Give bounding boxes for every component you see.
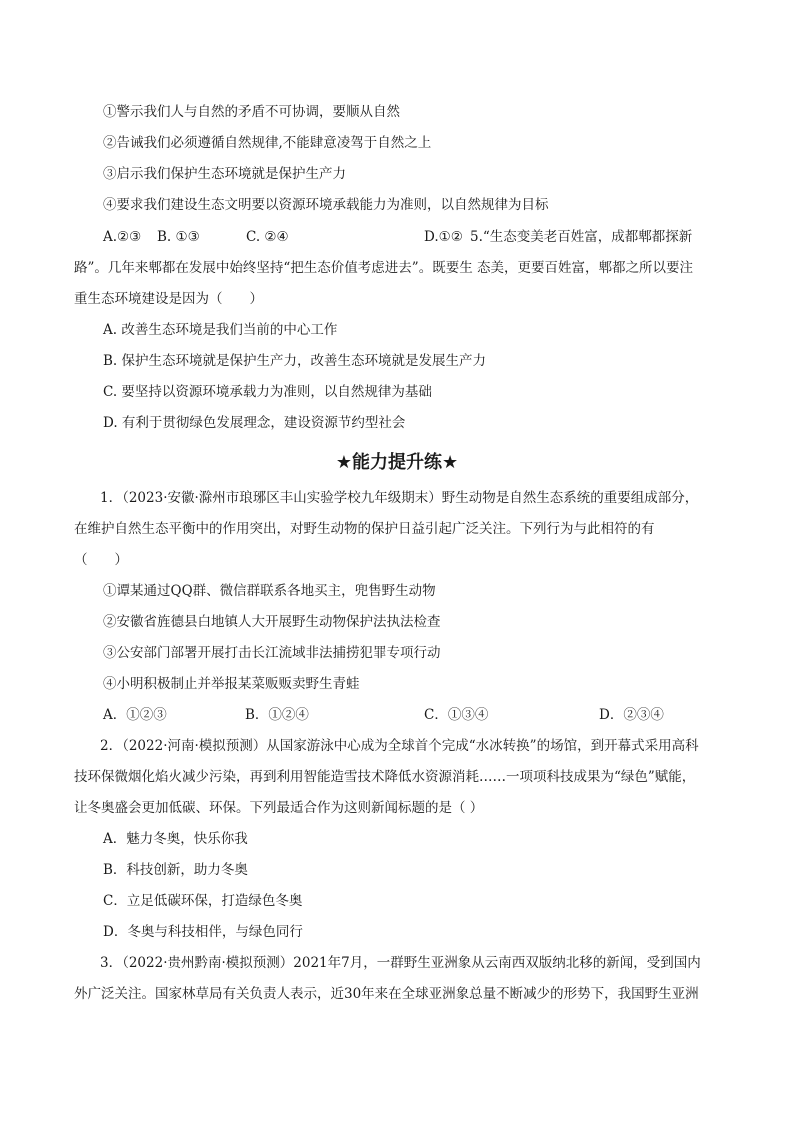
q1-option-b: B．①②④ — [245, 707, 309, 723]
q1-stem-line-2: 在维护自然生态平衡中的作用突出，对野生动物的保护日益引起广泛关注。下列行为与此相符的有 — [74, 521, 655, 537]
q4-option-c: C. ②④ — [246, 229, 289, 245]
q1-statement-4: ④小明积极制止并举报某菜贩贩卖野生青蛙 — [103, 676, 360, 692]
statement-4: ④要求我们建设生态文明要以资源环境承载能力为准则，以自然规律为目标 — [103, 197, 549, 213]
q4-option-d: D.①② — [424, 229, 463, 245]
q3-stem-line-2: 外广泛关注。国家林草局有关负责人表示，近30年来在全球亚洲象总量不断减少的形势下，我国野生亚洲 — [74, 986, 699, 1002]
section-title: ★能力提升练★ — [335, 452, 459, 473]
q5-stem-line-2: 路”。几年来郫都在发展中始终坚持“把生态价值考虑进去”。既要生 态美，更要百姓富，郫都之所以要注 — [74, 260, 693, 276]
q5-stem-line-1: 5.“生态变美老百姓富，成都郫都探新 — [470, 229, 693, 245]
q2-stem-line-1: 2．（2022·河南·模拟预测）从国家游泳中心成为全球首个完成“水冰转换”的场馆，到开幕式采用高科 — [100, 738, 699, 754]
statement-2: ②告诫我们必须遵循自然规律,不能肆意凌驾于自然之上 — [103, 135, 432, 151]
q3-stem-line-1: 3．（2022·贵州黔南·模拟预测）2021年7月，一群野生亚洲象从云南西双版纳北移的新闻，受到国内 — [100, 955, 701, 971]
q1-option-c: C．①③④ — [424, 707, 489, 723]
q1-statement-1: ①谭某通过QQ群、微信群联系各地买主，兜售野生动物 — [103, 583, 436, 599]
q1-stem-line-3: （ ） — [74, 552, 128, 568]
q4-option-b: B. ①③ — [157, 229, 200, 245]
q5-option-a: A. 改善生态环境是我们当前的中心工作 — [103, 322, 338, 338]
q2-option-b: B．科技创新，助力冬奥 — [103, 862, 248, 878]
q1-statement-2: ②安徽省旌德县白地镇人大开展野生动物保护法执法检查 — [103, 614, 441, 630]
statement-1: ①警示我们人与自然的矛盾不可协调，要顺从自然 — [103, 104, 400, 120]
q4-option-a: A.②③ — [103, 229, 142, 245]
q1-stem-line-1: 1．（2023·安徽·滁州市琅琊区丰山实验学校九年级期末）野生动物是自然生态系统的重要组成部分， — [100, 490, 699, 506]
q1-statement-3: ③公安部门部署开展打击长江流域非法捕捞犯罪专项行动 — [103, 645, 441, 661]
q2-option-a: A．魅力冬奥，快乐你我 — [103, 831, 248, 847]
q1-option-a: A．①②③ — [103, 707, 167, 723]
q2-option-c: C．立足低碳环保，打造绿色冬奥 — [103, 893, 303, 909]
q5-option-b: B. 保护生态环境就是保护生产力，改善生态环境就是发展生产力 — [103, 353, 487, 369]
q1-option-d: D．②③④ — [599, 707, 664, 723]
q2-option-d: D．冬奥与科技相伴，与绿色同行 — [103, 924, 303, 940]
q2-stem-line-3: 让冬奥盛会更加低碳、环保。下列最适合作为这则新闻标题的是（ ） — [74, 800, 484, 816]
statement-3: ③启示我们保护生态环境就是保护生产力 — [103, 166, 346, 182]
q5-option-d: D. 有利于贯彻绿色发展理念，建设资源节约型社会 — [103, 415, 406, 431]
q5-option-c: C. 要坚持以资源环境承载力为准则，以自然规律为基础 — [103, 384, 432, 400]
q5-stem-line-3: 重生态环境建设是因为（ ） — [74, 291, 263, 307]
q2-stem-line-2: 技环保微烟化焰火减少污染，再到利用智能造雪技术降低水资源消耗……一项项科技成果为“绿色”赋能， — [74, 769, 696, 785]
